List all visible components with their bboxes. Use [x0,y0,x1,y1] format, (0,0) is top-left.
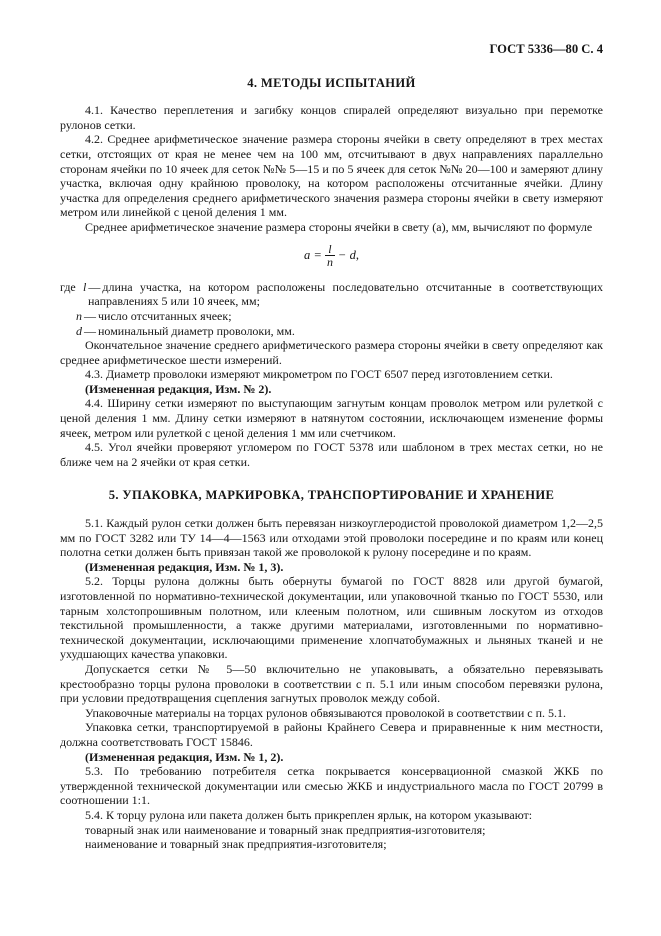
paragraph: Окончательное значение среднего арифметического размера стороны ячейки в свету определяют как среднее арифметическое шести измерений. [60,338,603,367]
paragraph: товарный знак или наименование и товарный знак предприятия-изготовителя; [85,822,486,837]
equals-sign: = [314,247,322,262]
formula-comma: , [355,247,360,262]
paragraph: 5.2. Торцы рулона должны быть обернуты бумагой по ГОСТ 8828 или другой бумагой, изготовленной по нормативно-технической документации, или упаковочной тканью по ГОСТ 5530, или тарным холстопрошивным полотном, или клееным полотном, или сшивным лоскутом из отходов текстильной промышленности, а также другими материалами, изготовленными по нормативно-технической документации, исключающими применение хлопчатобумажных и льняных тканей и не ухудшающих качества упаковки. [60,574,603,662]
paragraph: 5.1. Каждый рулон сетки должен быть перевязан низкоуглеродистой проволокой диаметром 1,2—2,5 мм по ГОСТ 3282 или ТУ 14—4—1563 или отходами этой проволоки посередине и по краям или конец полотна сетки должен быть привязан такой же проволокой к рулону посередине и по краям. [60,516,603,560]
paragraph: Допускается сетки № 5—50 включительно не упаковывать, а обязательно перевязывать крестообразно торцы рулона проволоки в соответствии с п. 5.1 или иным способом перевязки рулона, при условии предотвращения сцепления загнутых проволок между собой. [60,661,603,706]
where-text: длина участка, на котором расположены последовательно отсчитанные в соответствующих направлениях 5 или 10 ячеек, мм; [88,279,603,309]
section [60,488,603,851]
section-title: 5. УПАКОВКА, МАРКИРОВКА, ТРАНСПОРТИРОВАНИЕ И ХРАНЕНИЕ [108,488,555,503]
fraction-numerator: l [325,243,334,257]
paragraph: 5.3. По требованию потребителя сетка покрывается консервационной смазкой ЖКБ по утвержденной технической документации или смесью ЖКБ и индустриального масла по ГОСТ 20799 в соотношении 1:1. [60,764,603,808]
section-title: 4. МЕТОДЫ ИСПЫТАНИЙ [247,75,416,90]
paragraph: 4.2. Среднее арифметическое значение размера стороны ячейки в свету определяют в трех местах сетки, отстоящих от края не менее чем на 100 мм, отсчитывают в двух направлениях параллельно сторонам ячейки по 10 ячеек для сеток №№ 5—15 и по 5 ячеек для сеток №№ 20—100 и замеряют длину участка, включая одну крайнюю проволоку, на котором расположены отсчитанные ячейки. Длину участка для определения среднего арифметического значения размера стороны ячейки в свету измеряют метром или линейкой с ценой деления 1 мм. [60,132,603,220]
revision-note: (Измененная редакция, Изм. № 2). [85,381,272,396]
where-item [60,309,603,324]
where-item [60,280,603,309]
paragraph: 4.4. Ширину сетки измеряют по выступающим загнутым концам проволок метром или рулеткой с ценой деления 1 мм. Длину сетки измеряют в натянутом состоянии, исключающем изменение формы ячеек, метром или рулеткой с ценой деления 1 мм или счетчиком. [60,396,603,440]
where-dash: — [84,308,96,323]
formula-lhs: a [303,247,311,262]
document-header: ГОСТ 5336—80 С. 4 [489,42,603,56]
paragraph: Упаковка сетки, транспортируемой в районы Крайнего Севера и приравненные к ним местности, должна соответствовать ГОСТ 15846. [60,720,603,749]
revision-note: (Измененная редакция, Изм. № 1, 3). [85,559,284,574]
where-text: номинальный диаметр проволоки, мм. [98,323,295,338]
where-dash: — [88,279,101,294]
paragraph: Среднее арифметическое значение размера стороны ячейки в свету (а), мм, вычисляют по формуле [85,219,593,234]
where-dash: — [84,323,96,338]
formula [60,243,603,269]
where-term: l [83,279,87,294]
document-body [60,76,603,852]
fraction-denominator: n [326,255,333,270]
where-prefix: где [60,279,76,294]
section [60,76,603,470]
where-item [60,324,603,339]
where-term: n [76,308,82,323]
paragraph: наименование и товарный знак предприятия-изготовителя; [85,837,387,852]
paragraph: 4.3. Диаметр проволоки измеряют микрометром по ГОСТ 6507 перед изготовлением сетки. [85,367,553,382]
revision-note: (Измененная редакция, Изм. № 1, 2). [85,749,284,764]
where-list [60,280,603,338]
paragraph: Упаковочные материалы на торцах рулонов обвязываются проволокой в соответствии с п. 5.1. [85,705,567,720]
minus-sign: − [338,247,346,262]
paragraph: 4.5. Угол ячейки проверяют угломером по ГОСТ 5378 или шаблоном в трех местах сетки, но не ближе чем на 2 ячейки от края сетки. [60,440,603,469]
paragraph: 4.1. Качество переплетения и загибку концов спиралей определяют визуально при перемотке рулонов сетки. [60,103,603,132]
where-text: число отсчитанных ячеек; [98,308,232,323]
where-term: d [76,323,82,338]
formula-rhs: d [349,247,356,262]
paragraph: 5.4. К торцу рулона или пакета должен быть прикреплен ярлык, на котором указывают: [85,807,533,822]
fraction [325,243,334,269]
